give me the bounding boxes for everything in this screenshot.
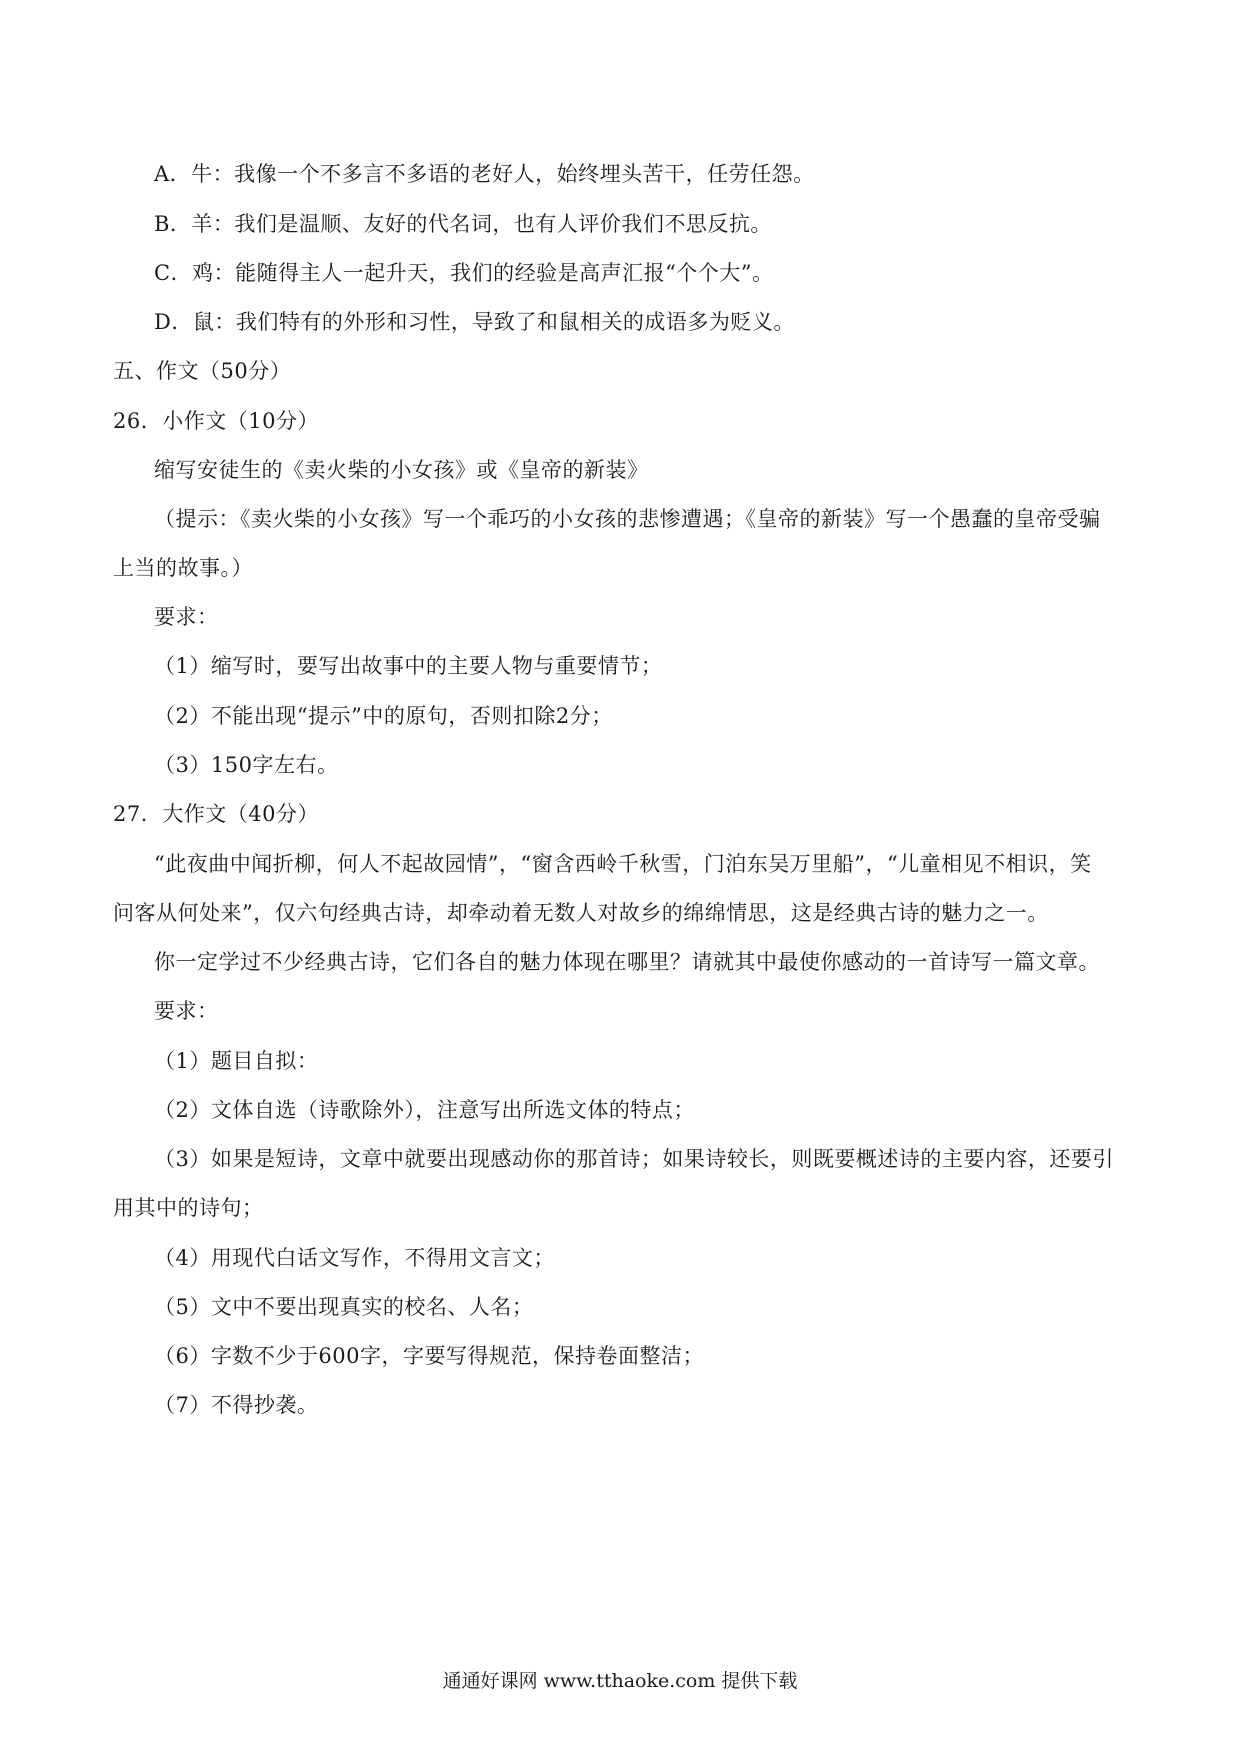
q27-paragraph-line: “此夜曲中闻折柳，何人不起故园情”，“窗含西岭千秋雪，门泊东吴万里船”，“儿童相见不相识，笑 (154, 852, 1092, 876)
q26-hint-line: 上当的故事。） (113, 556, 253, 580)
q27-requirement: （4）用现代白话文写作，不得用文言文； (154, 1246, 555, 1270)
q27-paragraph-line: 问客从何处来”，仅六句经典古诗，却牵动着无数人对故乡的绵绵情思，这是经典古诗的魅力之一。 (113, 901, 1049, 925)
q27-requirement: （3）如果是短诗，文章中就要出现感动你的那首诗；如果诗较长，则既要概述诗的主要内容，还要引 (154, 1147, 1114, 1171)
q27-requirements-label: 要求： (154, 999, 219, 1023)
option-a: A．牛：我像一个不多言不多语的老好人，始终埋头苦干，任劳任怨。 (154, 162, 815, 186)
option-b: B．羊：我们是温顺、友好的代名词，也有人评价我们不思反抗。 (154, 212, 772, 236)
q27-requirement: （2）文体自选（诗歌除外），注意写出所选文体的特点； (154, 1098, 695, 1122)
page-footer: 通通好课网 www.tthaoke.com 提供下载 (442, 1670, 798, 1692)
q26-requirement: （1）缩写时，要写出故事中的主要人物与重要情节； (154, 654, 663, 678)
q27-requirement: （7）不得抄袭。 (154, 1393, 319, 1417)
q26-heading: 26．小作文（10分） (113, 409, 319, 433)
q27-heading: 27．大作文（40分） (113, 802, 319, 826)
q26-hint-line: （提示：《卖火柴的小女孩》写一个乖巧的小女孩的悲惨遭遇；《皇帝的新装》写一个愚蠢的皇帝受骗 (154, 507, 1101, 531)
q27-requirement: （1）题目自拟： (154, 1049, 319, 1073)
q27-requirement: （5）文中不要出现真实的校名、人名； (154, 1295, 534, 1319)
q27-requirement: （6）字数不少于600字，字要写得规范，保持卷面整洁； (154, 1344, 704, 1368)
q26-requirements-label: 要求： (154, 605, 219, 629)
q27-paragraph: 你一定学过不少经典古诗，它们各自的魅力体现在哪里？请就其中最使你感动的一首诗写一篇文章。 (154, 950, 1100, 974)
q27-requirement: 用其中的诗句； (113, 1196, 264, 1220)
option-c: C．鸡：能随得主人一起升天，我们的经验是高声汇报“个个大”。 (154, 261, 774, 285)
q26-task: 缩写安徒生的《卖火柴的小女孩》或《皇帝的新装》 (154, 458, 649, 482)
option-d: D．鼠：我们特有的外形和习性，导致了和鼠相关的成语多为贬义。 (154, 310, 795, 334)
q26-requirement: （3）150字左右。 (154, 753, 339, 777)
section-heading-essay: 五、作文（50分） (113, 359, 292, 383)
q26-requirement: （2）不能出现“提示”中的原句，否则扣除2分； (154, 704, 613, 728)
